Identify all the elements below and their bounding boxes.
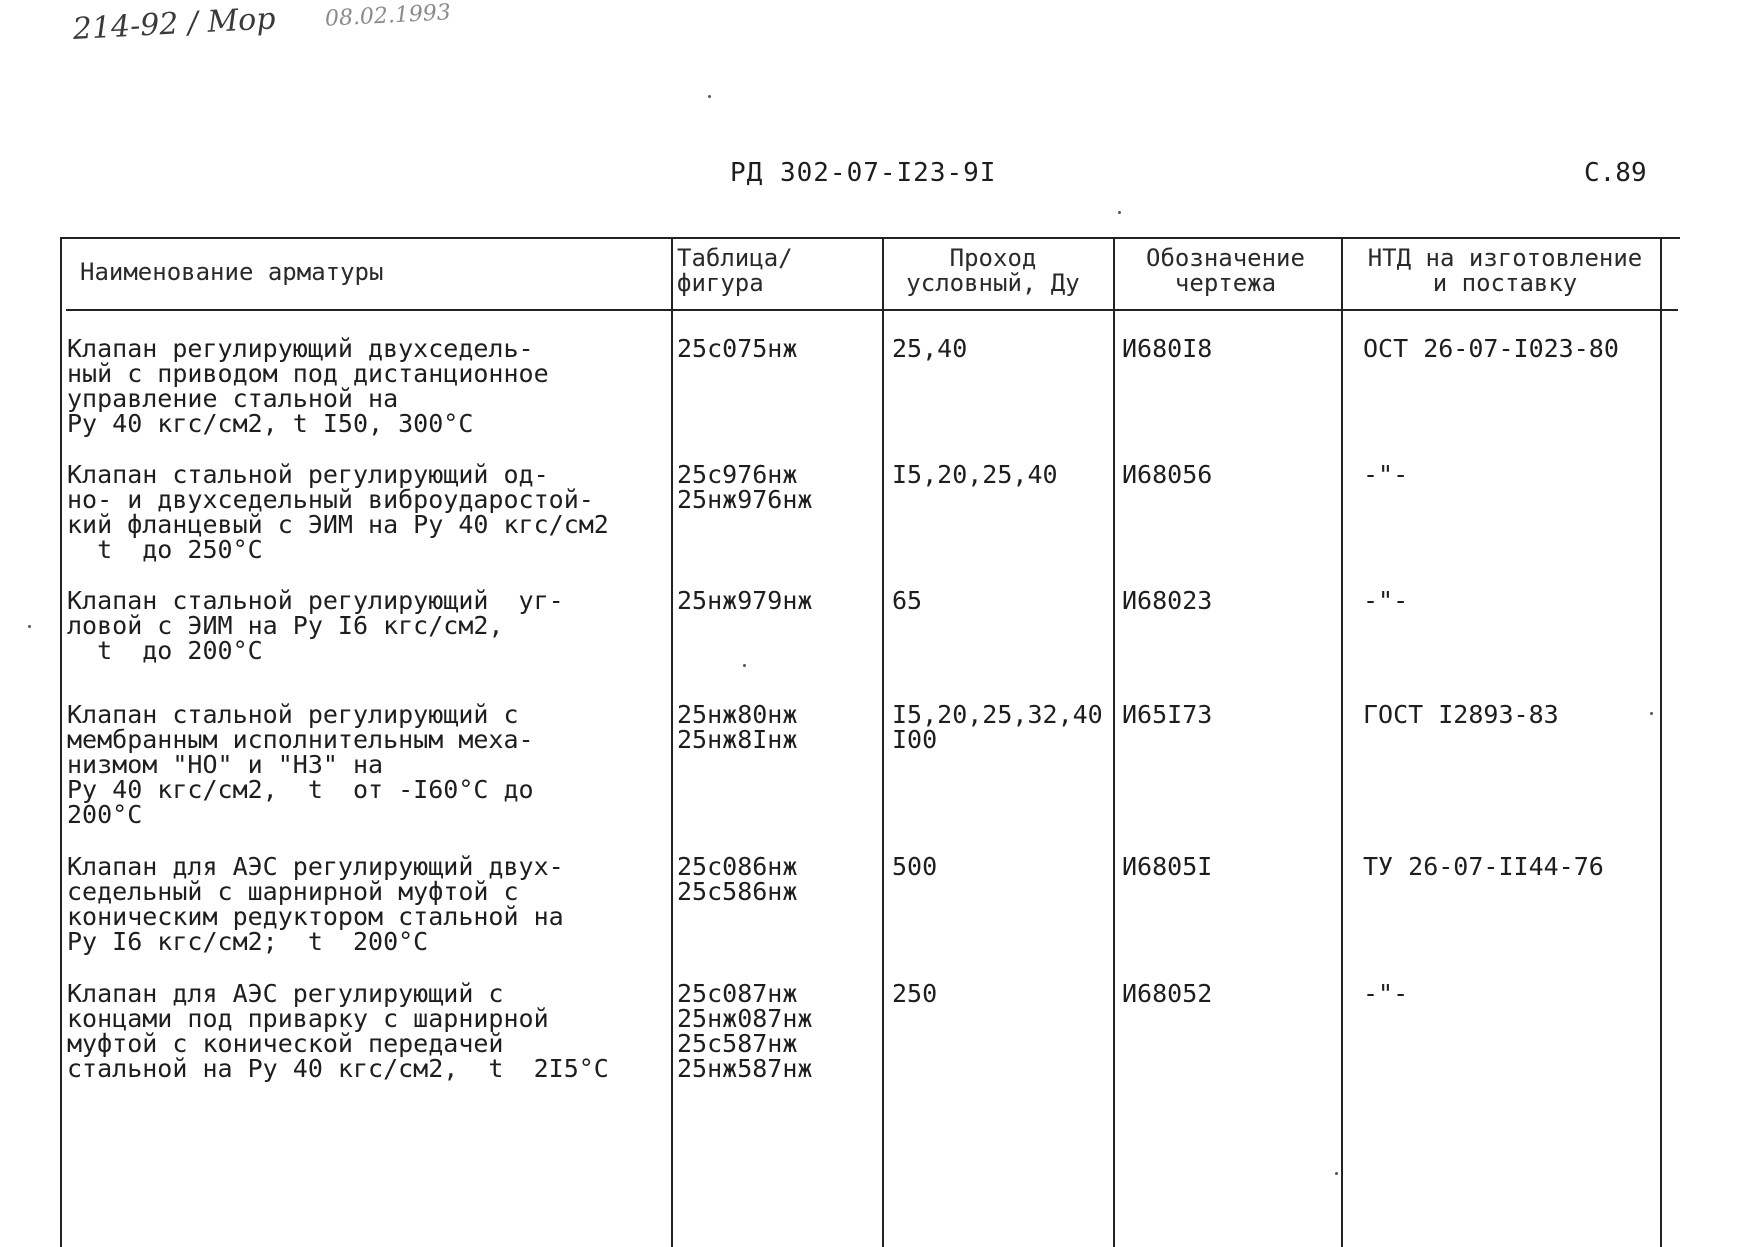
row-1-drawing: И680I8	[1122, 334, 1213, 363]
row-3-drawing: И68023	[1122, 586, 1213, 615]
table-right-rule	[1660, 237, 1662, 1247]
handwritten-note-text: 214-92 / Мор	[72, 1, 277, 47]
column-header-figure: Таблица/ фигура	[677, 244, 793, 297]
row-3-name: Клапан стальной регулирующий уг- ловой с ЭИМ на Ру I6 кгс/см2, t до 200°C	[67, 586, 564, 665]
column-divider-3	[1113, 237, 1115, 1247]
row-6-drawing: И68052	[1122, 979, 1213, 1008]
column-header-drawing: Обозначение чертежа	[1146, 244, 1305, 297]
row-3-figure: 25нж979нж	[677, 586, 813, 615]
row-2-ntd: -"-	[1363, 460, 1409, 489]
row-1-ntd: ОСТ 26-07-I023-80	[1363, 334, 1619, 363]
row-5-ntd: ТУ 26-07-II44-76	[1363, 852, 1604, 881]
row-3-ntd: -"-	[1363, 586, 1409, 615]
column-divider-4	[1341, 237, 1343, 1247]
row-1-dn: 25,40	[892, 334, 968, 363]
row-1-figure: 25с075нж	[677, 334, 798, 363]
scan-speck	[1650, 712, 1653, 715]
row-4-dn: I5,20,25,32,40 I00	[892, 700, 1103, 754]
table-top-rule	[60, 237, 1680, 239]
row-5-name: Клапан для АЭС регулирующий двух- седельный с шарнирной муфтой с коническим редуктором стальной на Ру I6 кгс/см2; t 200°C	[67, 852, 564, 956]
row-2-figure: 25с976нж 25нж976нж	[677, 460, 813, 514]
row-1-name: Клапан регулирующий двухседель- ный с приводом под дистанционное управление стальной на Ру 40 кгс/см2, t I50, 300°C	[67, 334, 549, 438]
handwritten-note	[72, 0, 452, 47]
row-6-figure: 25с087нж 25нж087нж 25с587нж 25нж587нж	[677, 979, 813, 1083]
row-2-name: Клапан стальной регулирующий од- но- и двухседельный виброударостой- кий фланцевый с ЭИМ на Ру 40 кгс/см2 t до 250°C	[67, 460, 609, 564]
table-header-rule	[66, 309, 1678, 311]
row-4-ntd: ГОСТ I2893-83	[1363, 700, 1559, 729]
scan-speck	[1118, 211, 1121, 214]
row-4-figure: 25нж80нж 25нж8Iнж	[677, 700, 798, 754]
scan-speck	[1335, 1172, 1338, 1175]
row-2-drawing: И68056	[1122, 460, 1213, 489]
row-6-name: Клапан для АЭС регулирующий с концами под приварку с шарнирной муфтой с конической передачей стальной на Ру 40 кгс/см2, t 2I5°C	[67, 979, 609, 1083]
column-divider-2	[882, 237, 884, 1247]
table-left-rule	[60, 237, 62, 1247]
row-5-dn: 500	[892, 852, 938, 881]
document-code: РД 302-07-I23-9I	[730, 158, 997, 188]
column-header-name: Наименование арматуры	[80, 258, 384, 286]
scan-speck	[743, 664, 746, 667]
row-3-dn: 65	[892, 586, 923, 615]
row-4-drawing: И65I73	[1122, 700, 1213, 729]
row-5-figure: 25с086нж 25с586нж	[677, 852, 798, 906]
scan-speck	[28, 625, 31, 628]
column-header-ntd: НТД на изготовление и поставку	[1367, 244, 1643, 297]
row-4-name: Клапан стальной регулирующий с мембранным исполнительным меха- низмом "НО" и "НЗ" на Ру 40 кгс/см2, t от -I60°C до 200°C	[67, 700, 534, 829]
scan-speck	[708, 95, 711, 98]
row-6-ntd: -"-	[1363, 979, 1409, 1008]
row-5-drawing: И6805I	[1122, 852, 1213, 881]
column-divider-1	[671, 237, 673, 1247]
row-2-dn: I5,20,25,40	[892, 460, 1058, 489]
fittings-table	[60, 237, 1680, 1247]
row-6-dn: 250	[892, 979, 938, 1008]
handwritten-note-faint: 08.02.1993	[324, 0, 452, 32]
column-header-dn: Проход условный, Ду	[906, 244, 1080, 297]
page-number: С.89	[1584, 158, 1647, 188]
